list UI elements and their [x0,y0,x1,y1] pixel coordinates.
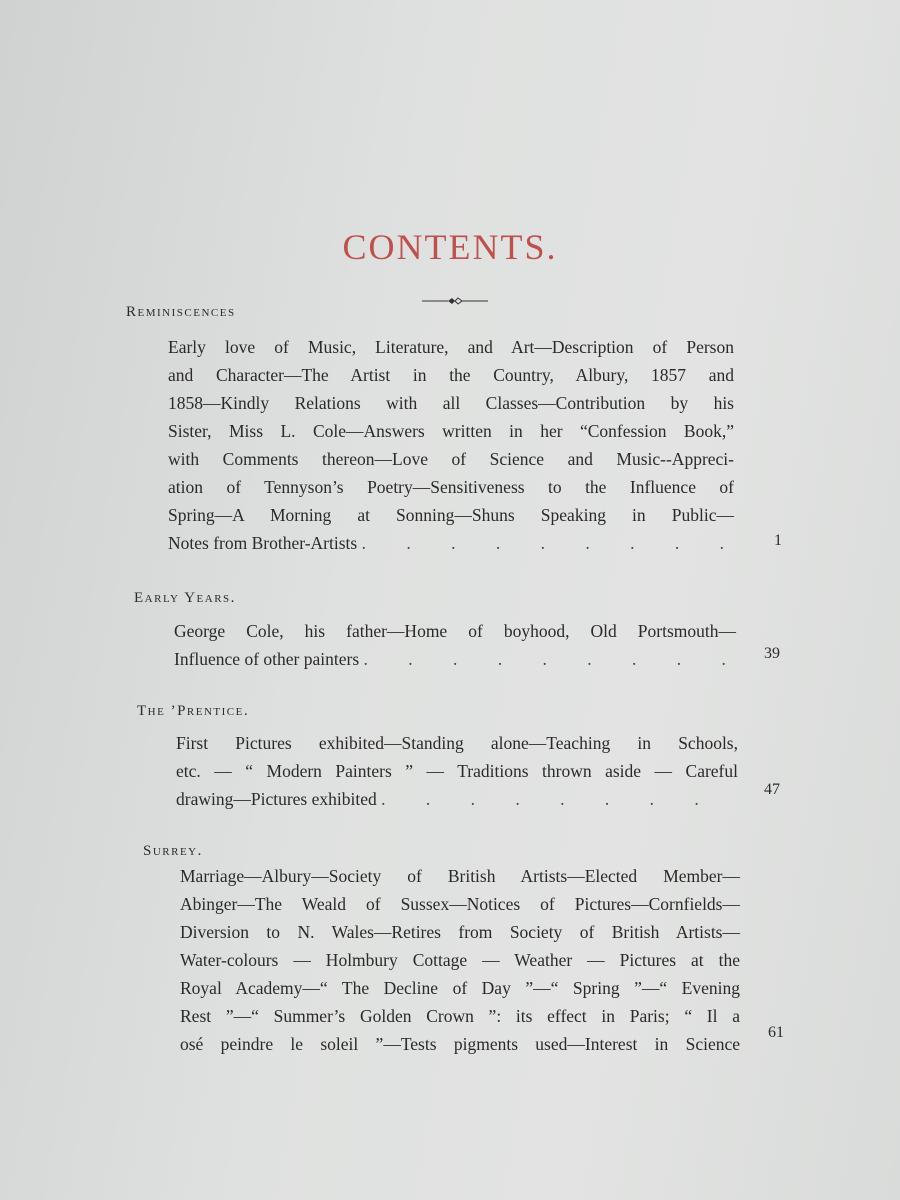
entry-line: ation of Tennyson’s Poetry—Sensitiveness to the Influence of [168,477,734,497]
entry-line: Sister, Miss L. Cole—Answers written in her “Confession Book,” [168,421,734,441]
entry-line: etc. — “ Modern Painters ” — Traditions thrown aside — Careful [176,761,738,781]
entry-line: and Character—The Artist in the Country, Albury, 1857 and [168,365,734,385]
entry-line: Diversion to N. Wales—Retires from Society of British Artists— [180,922,740,942]
entry-line-last [176,785,738,813]
entry-line-last [174,645,744,673]
section-heading-the-prentice: The ’Prentice. [137,703,250,719]
section-heading-reminiscences: Reminiscences [126,304,236,320]
entry-line: First Pictures exhibited—Standing alone—Teaching in Schools, [176,733,738,753]
page-title: CONTENTS. [342,227,558,267]
section-entry-surrey [180,862,740,1058]
entry-line-last [168,529,742,557]
entry-line: Rest ”—“ Summer’s Golden Crown ”: its effect in Paris; “ Il a [180,1006,740,1026]
ornament-divider-icon [420,295,490,307]
page-number: 61 [768,1024,784,1041]
entry-line: Spring—A Morning at Sonning—Shuns Speaking in Public— [168,505,734,525]
entry-line: osé peindre le soleil ”—Tests pigments used—Interest in Science [180,1034,740,1054]
entry-line: with Comments thereon—Love of Science and Music--Appreci- [168,449,734,469]
dot-leader: . . . . . . . . [381,789,717,809]
entry-line: Abinger—The Weald of Sussex—Notices of Pictures—Cornfields— [180,894,740,914]
entry-line: Royal Academy—“ The Decline of Day ”—“ Spring ”—“ Evening [180,978,740,998]
section-heading-surrey: Surrey. [143,843,203,859]
section-entry-reminiscences [168,333,742,557]
page-number: 47 [764,781,780,798]
entry-line: 1858—Kindly Relations with all Classes—Contribution by his [168,393,734,413]
entry-line: Water-colours — Holmbury Cottage — Weather — Pictures at the [180,950,740,970]
section-entry-early-years [174,617,744,673]
section-heading-early-years: Early Years. [134,590,236,606]
entry-line: Early love of Music, Literature, and Art—Description of Person [168,337,734,357]
entry-line: George Cole, his father—Home of boyhood, Old Portsmouth— [174,621,736,641]
page-number: 1 [774,532,782,549]
entry-line-text: drawing—Pictures exhibited [176,789,377,809]
page-number: 39 [764,645,780,662]
section-entry-the-prentice [176,729,738,813]
entry-line-text: Notes from Brother-Artists [168,533,358,553]
dot-leader: . . . . . . . . . [363,649,744,669]
dot-leader: . . . . . . . . . [361,533,742,553]
entry-line: Marriage—Albury—Society of British Artists—Elected Member— [180,866,740,886]
entry-line-text: Influence of other painters [174,649,360,669]
